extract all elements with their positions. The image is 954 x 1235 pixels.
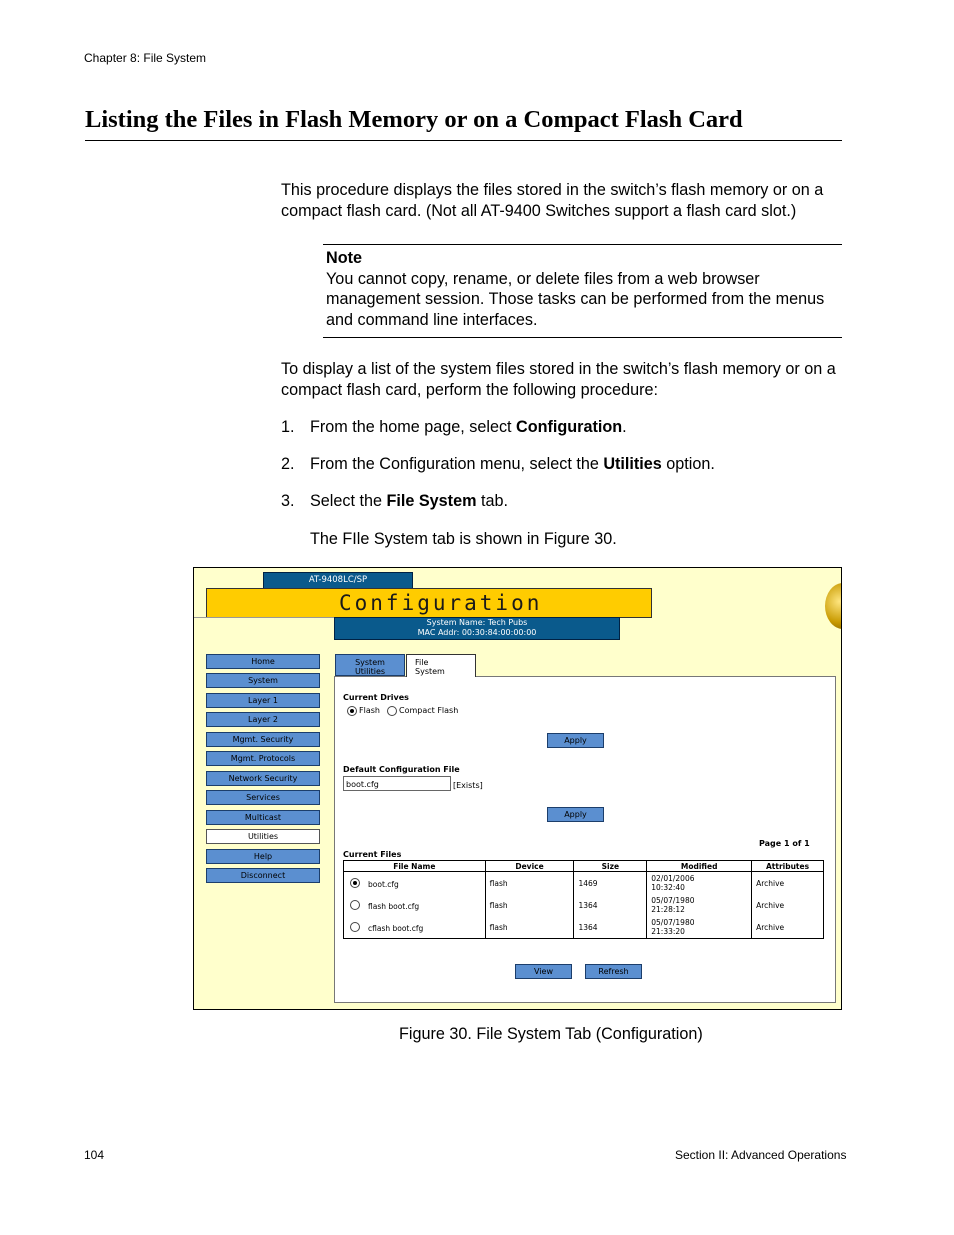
- col-attributes: Attributes: [752, 861, 824, 872]
- col-file-name: File Name: [344, 861, 486, 872]
- modified-cell: 02/01/2006 10:32:40: [647, 872, 752, 895]
- device-cell: flash: [485, 916, 574, 939]
- view-button[interactable]: View: [515, 964, 572, 979]
- attributes-cell: Archive: [752, 894, 824, 916]
- table-header-row: [344, 861, 824, 872]
- note-box: [326, 248, 831, 330]
- note-text: You cannot copy, rename, or delete files from a web browser management session. Those tasks can be performed from the menus and command line interfaces.: [326, 269, 825, 329]
- device-cell: flash: [485, 894, 574, 916]
- size-cell: 1469: [574, 872, 647, 895]
- nav-layer1[interactable]: Layer 1: [206, 693, 320, 708]
- nav-network-security[interactable]: Network Security: [206, 771, 320, 786]
- col-device: Device: [485, 861, 574, 872]
- current-drives-label: Current Drives: [343, 693, 409, 702]
- note-bottom-rule: [323, 337, 842, 338]
- configuration-banner: [206, 588, 652, 618]
- procedure-intro: To display a list of the system files stored in the switch’s flash memory or on a compact flash card, perform the following procedure:: [281, 360, 836, 399]
- figure-screenshot: [193, 567, 842, 1010]
- file-select-radio[interactable]: [350, 878, 360, 888]
- table-row[interactable]: [344, 916, 824, 939]
- col-size: Size: [574, 861, 647, 872]
- nav-multicast[interactable]: Multicast: [206, 810, 320, 825]
- apply-drive-button[interactable]: Apply: [547, 733, 604, 748]
- col-modified: Modified: [647, 861, 752, 872]
- nav-help[interactable]: Help: [206, 849, 320, 864]
- nav-layer2[interactable]: Layer 2: [206, 712, 320, 727]
- nav-disconnect[interactable]: Disconnect: [206, 868, 320, 883]
- step-2: 2. From the Configuration menu, select the Utilities option.: [281, 455, 715, 473]
- title-rule: [85, 140, 842, 141]
- model-label: AT-9408LC/SP: [263, 572, 413, 589]
- nav-utilities[interactable]: Utilities: [206, 829, 320, 844]
- attributes-cell: Archive: [752, 872, 824, 895]
- file-name-cell: cflash boot.cfg: [344, 916, 486, 939]
- tab-system-utilities[interactable]: System Utilities: [335, 654, 405, 676]
- system-info-box: [334, 617, 620, 640]
- tab-file-system[interactable]: File System: [406, 654, 476, 677]
- nav-system[interactable]: System: [206, 673, 320, 688]
- apply-config-button[interactable]: Apply: [547, 807, 604, 822]
- note-top-rule: [323, 244, 842, 245]
- exists-label: [Exists]: [453, 781, 483, 790]
- chapter-header: Chapter 8: File System: [84, 51, 207, 65]
- radio-flash-label: Flash: [359, 706, 380, 715]
- files-table: [343, 860, 824, 939]
- step-followup: The FIle System tab is shown in Figure 30.: [310, 530, 617, 548]
- table-row[interactable]: [344, 894, 824, 916]
- refresh-button[interactable]: Refresh: [585, 964, 642, 979]
- step-1: 1. From the home page, select Configuration.: [281, 418, 627, 436]
- default-config-input[interactable]: boot.cfg: [343, 776, 451, 791]
- modified-cell: 05/07/1980 21:28:12: [647, 894, 752, 916]
- globe-logo-icon: [825, 583, 842, 629]
- system-name: System Name: Tech Pubs: [426, 618, 528, 627]
- nav-mgmt-protocols[interactable]: Mgmt. Protocols: [206, 751, 320, 766]
- table-row[interactable]: [344, 872, 824, 895]
- step-3: 3. Select the File System tab.: [281, 492, 508, 510]
- file-name-cell: boot.cfg: [344, 872, 486, 895]
- nav-mgmt-security[interactable]: Mgmt. Security: [206, 732, 320, 747]
- mac-address: MAC Addr: 00:30:84:00:00:00: [417, 628, 537, 637]
- page-indicator: Page 1 of 1: [759, 839, 810, 848]
- device-cell: flash: [485, 872, 574, 895]
- section-footer: Section II: Advanced Operations: [675, 1148, 847, 1162]
- radio-flash[interactable]: [347, 706, 357, 716]
- nav-home[interactable]: Home: [206, 654, 320, 669]
- intro-paragraph: This procedure displays the files stored in the switch’s flash memory or on a compact flash card. (Not all AT-9400 Switches support a flash card slot.): [281, 181, 824, 220]
- file-name-cell: flash boot.cfg: [344, 894, 486, 916]
- size-cell: 1364: [574, 916, 647, 939]
- page-number: 104: [84, 1148, 105, 1162]
- file-select-radio[interactable]: [350, 900, 360, 910]
- note-label: Note: [326, 249, 362, 267]
- current-files-label: Current Files: [343, 850, 402, 859]
- file-system-panel: [334, 676, 836, 1003]
- nav-services[interactable]: Services: [206, 790, 320, 805]
- figure-caption: Figure 30. File System Tab (Configuration): [399, 1025, 703, 1043]
- radio-compact-flash-label: Compact Flash: [399, 706, 459, 715]
- size-cell: 1364: [574, 894, 647, 916]
- attributes-cell: Archive: [752, 916, 824, 939]
- divider: [194, 617, 334, 618]
- banner-title: Configuration: [339, 591, 543, 615]
- radio-compact-flash[interactable]: [387, 706, 397, 716]
- default-config-label: Default Configuration File: [343, 765, 460, 774]
- modified-cell: 05/07/1980 21:33:20: [647, 916, 752, 939]
- file-select-radio[interactable]: [350, 922, 360, 932]
- page-title: Listing the Files in Flash Memory or on a Compact Flash Card: [85, 106, 743, 133]
